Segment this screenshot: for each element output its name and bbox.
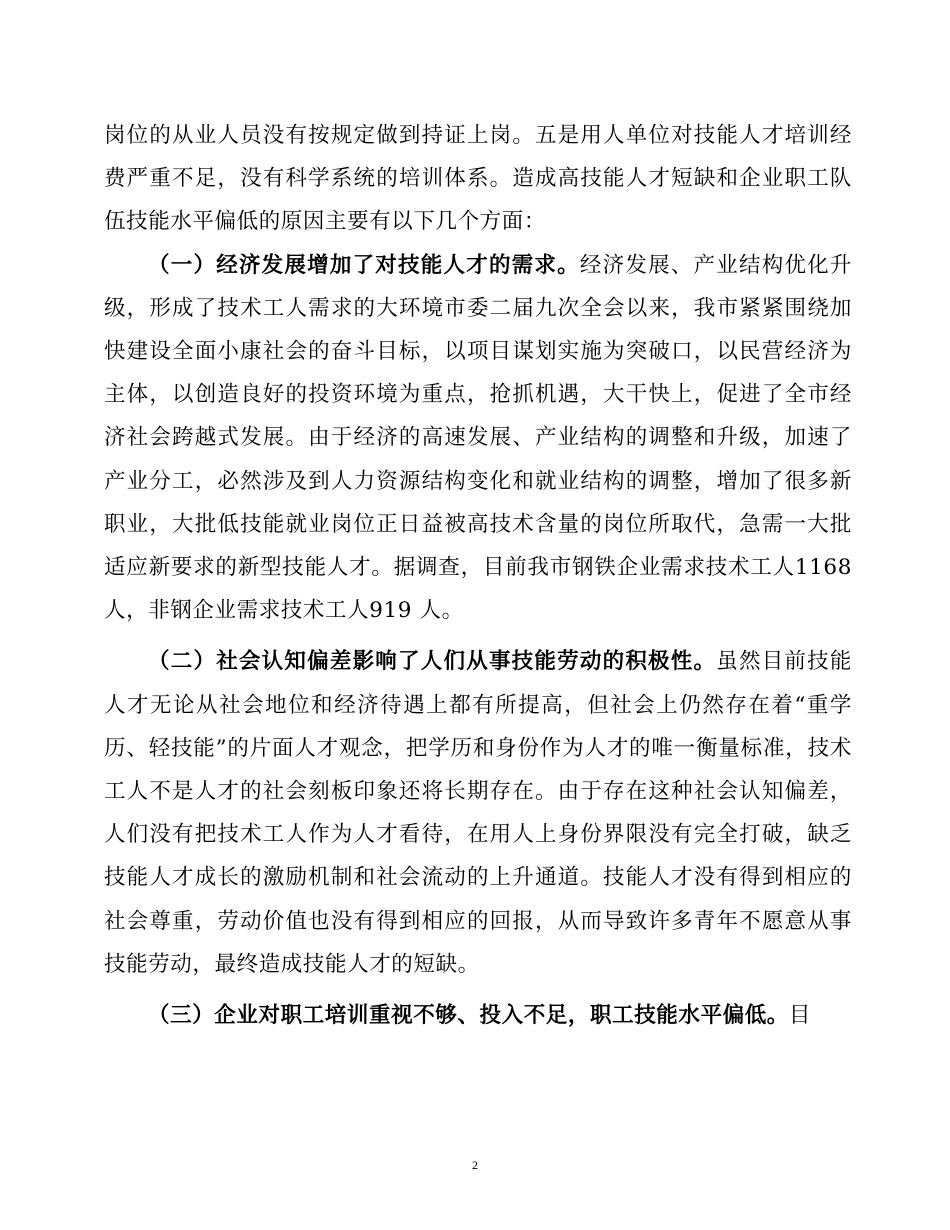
paragraph-text: 岗位的从业人员没有按规定做到持证上岗。五是用人单位对技能人才培训经费严重不足，没有科学系统的培训体系。造成高技能人才短缺和企业职工队伍技能水平偏低的原因主要有以下几个方面：: [104, 123, 852, 235]
section-heading: （一）经济发展增加了对技能人才的需求。: [148, 252, 580, 278]
document-body: [104, 114, 852, 1037]
page-number: 2: [472, 1158, 478, 1172]
paragraph-text: 目: [788, 1003, 812, 1029]
paragraph-section-3: [104, 994, 852, 1037]
paragraph-section-2: [104, 640, 852, 986]
section-heading: （二）社会认知偏差影响了人们从事技能劳动的积极性。: [148, 649, 717, 675]
paragraph-section-1: [104, 244, 852, 633]
paragraph-continuation: [104, 114, 852, 244]
paragraph-text: 虽然目前技能人才无论从社会地位和经济待遇上都有所提高，但社会上仍然存在着“重学历、轻技能”的片面人才观念，把学历和身份作为人才的唯一衡量标准，技术工人不是人才的社会刻板印象还将长期存在。由于存在这种社会认知偏差，人们没有把技术工人作为人才看待，在用人上身份界限没有完全打破，缺乏技能人才成长的激励机制和社会流动的上升通道。技能人才没有得到相应的社会尊重，劳动价值也没有得到相应的回报，从而导致许多青年不愿意从事技能劳动，最终造成技能人才的短缺。: [104, 649, 852, 977]
paragraph-text: 经济发展、产业结构优化升级，形成了技术工人需求的大环境市委二届九次全会以来，我市紧紧围绕加快建设全面小康社会的奋斗目标，以项目谋划实施为突破口，以民营经济为主体，以创造良好的投资环境为重点，抢抓机遇，大干快上，促进了全市经济社会跨越式发展。由于经济的高速发展、产业结构的调整和升级，加速了产业分工，必然涉及到人力资源结构变化和就业结构的调整，增加了很多新职业，大批低技能就业岗位正日益被高技术含量的岗位所取代，急需一大批适应新要求的新型技能人才。据调查，目前我市钢铁企业需求技术工人1168 人，非钢企业需求技术工人919 人。: [104, 252, 853, 624]
section-heading: （三）企业对职工培训重视不够、投入不足，职工技能水平偏低。: [148, 1003, 789, 1029]
